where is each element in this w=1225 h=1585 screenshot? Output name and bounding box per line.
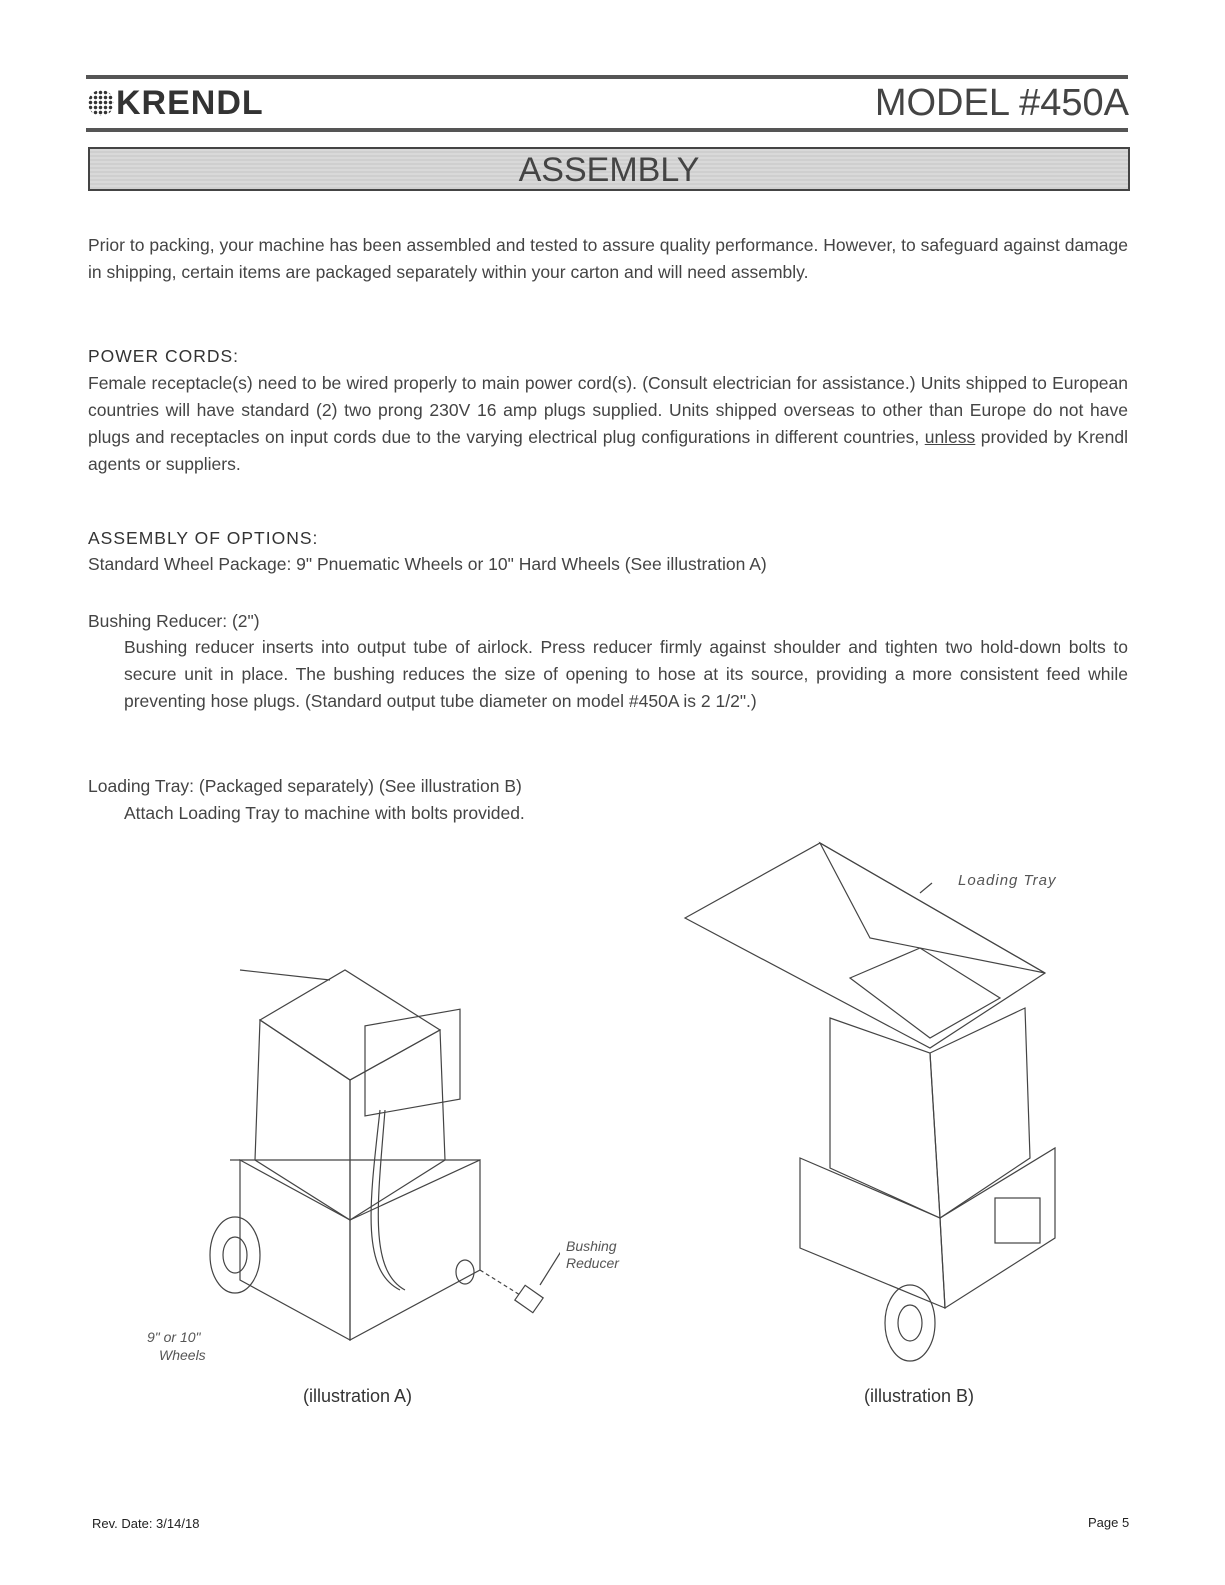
krendl-logo: KRENDL: [88, 84, 264, 123]
header-rule-top: [86, 75, 1128, 79]
tray-text: Attach Loading Tray to machine with bolts provided.: [124, 803, 525, 823]
model-title: MODEL #450A: [874, 82, 1129, 124]
header-rule-bottom: [86, 128, 1128, 132]
bushing-title: Bushing Reducer: (2"): [88, 611, 260, 631]
section-banner: [88, 147, 1130, 191]
wheels-label: 9" or 10" Wheels: [147, 1329, 206, 1363]
intro-paragraph: Prior to packing, your machine has been assembled and tested to assure quality performance. However, to safeguard against damage in shipping, certain items are packaged separately within your carton and will need assembly.: [88, 235, 1128, 282]
bushing-reducer-drawing: [480, 1240, 560, 1330]
tray-title: Loading Tray: (Packaged separately) (See illustration B): [88, 776, 522, 796]
illustration-b-caption: (illustration B): [864, 1386, 975, 1406]
illustration-a-caption: (illustration A): [303, 1386, 413, 1406]
power-cords-heading: POWER CORDS:: [88, 346, 240, 366]
power-cords-paragraph: Female receptacle(s) need to be wired properly to main power cord(s). (Consult electrician for assistance.) Units shipped to European countries will have standard (2) two prong 230V 16 amp plugs supplied. Units shipped overseas to other than Europe do not have plugs and receptacles on input cords due to the varying electrical plug configurations in different countries, unless provided by Krendl agents or suppliers.: [88, 373, 1128, 474]
bushing-text: Bushing reducer inserts into output tube of airlock. Press reducer firmly against shoulder and tighten two hold-down bolts to secure unit in place. The bushing reduces the size of opening to hose at its source, providing a more consistent feed while preventing hose plugs. (Standard output tube diameter on model #450A is 2 1/2".): [124, 637, 1128, 711]
bushing-reducer-label: Bushing Reducer: [566, 1238, 619, 1271]
illustration-b-machine: [680, 838, 1080, 1368]
revision-date: Rev. Date: 3/14/18: [92, 1516, 200, 1531]
section-title: ASSEMBLY: [518, 151, 700, 189]
page-number: Page 5: [1088, 1515, 1130, 1530]
loading-tray-label: Loading Tray: [958, 872, 1057, 889]
wheel-package-text: Standard Wheel Package: 9" Pnuematic Wheels or 10" Hard Wheels (See illustration A): [88, 554, 767, 574]
options-heading: ASSEMBLY OF OPTIONS:: [88, 528, 319, 548]
